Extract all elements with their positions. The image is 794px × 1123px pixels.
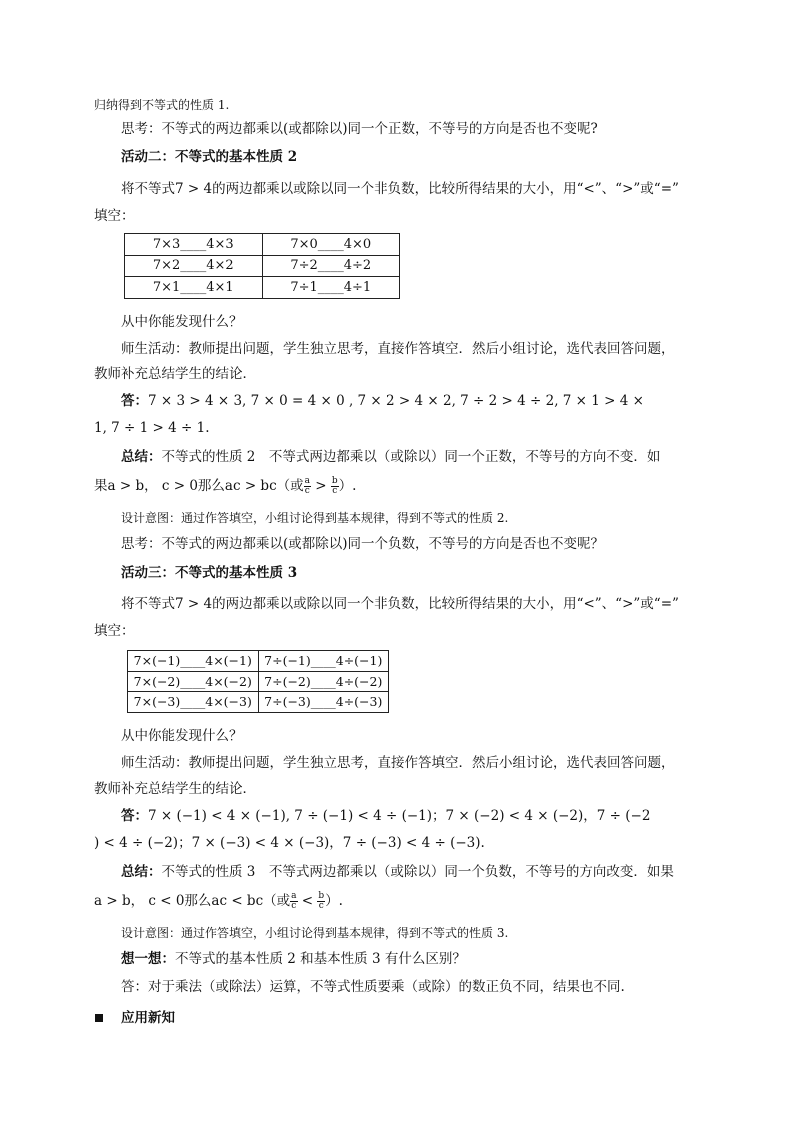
think-question-2: 思考：不等式的两边都乘以(或都除以)同一个负数，不等号的方向是否也不变呢？ <box>121 536 605 552</box>
activity3-heading: 活动三：不等式的基本性质 3 <box>121 565 298 581</box>
table-cell: 7×(−3)____4×(−3) <box>128 692 259 713</box>
table-cell: 7×(−2)____4×(−2) <box>128 671 259 692</box>
answer-2 <box>0 804 794 828</box>
table-cell: 7÷1____4÷1 <box>262 277 400 299</box>
table-cell: 7×2____4×2 <box>125 255 263 277</box>
table-cell: 7÷2____4÷2 <box>262 255 400 277</box>
think-text: 不等式的基本性质 2 和基本性质 3 有什么区别？ <box>175 951 466 967</box>
answer-text: 7 × (−1) < 4 × (−1), 7 ÷ (−1) < 4 ÷ (−1)；7 × (−2) < 4 × (−2)，7 ÷ (−2 <box>148 808 651 824</box>
design-intent-2: 设计意图：通过作答填空，小组讨论得到基本规律，得到不等式的性质 2. <box>121 511 509 525</box>
summary-label: 总结： <box>121 449 162 465</box>
activity2-heading: 活动二：不等式的基本性质 2 <box>121 149 298 165</box>
table-multiply-negative <box>127 650 389 713</box>
table-row <box>125 277 400 299</box>
discover-question-2: 从中你能发现什么？ <box>121 728 243 744</box>
summary-label: 总结： <box>121 864 162 880</box>
think-label: 想一想： <box>121 951 175 967</box>
table-row <box>128 651 389 672</box>
condition-text: a > b， c < 0那么ac < bc（或 <box>94 893 291 909</box>
answer-1-cont: 1, 7 ÷ 1 > 4 ÷ 1. <box>94 420 210 436</box>
answer-2-cont: ) < 4 ÷ (−2)；7 × (−3) < 4 × (−3)，7 ÷ (−3) < 4 ÷ (−3). <box>94 835 485 851</box>
table-cell: 7×0____4×0 <box>262 234 400 256</box>
design-intent-3: 设计意图：通过作答填空，小组讨论得到基本规律，得到不等式的性质 3. <box>121 926 509 940</box>
activity2-instruction: 将不等式7 > 4的两边都乘以或除以同一个非负数，比较所得结果的大小，用“<”、“>”或“=” <box>121 181 679 197</box>
summary-property3 <box>0 860 794 884</box>
summary-property3-cont <box>0 889 794 913</box>
table-row <box>128 671 389 692</box>
table-row <box>128 692 389 713</box>
summary-text: 不等式的性质 2 不等式两边都乘以（或除以）同一个正数，不等号的方向不变．如 <box>161 449 661 465</box>
activity2-fill-label: 填空： <box>94 208 135 224</box>
answer-text: 7 × 3 > 4 × 3, 7 × 0 = 4 × 0 , 7 × 2 > 4 × 2, 7 ÷ 2 > 4 ÷ 2, 7 × 1 > 4 × <box>148 393 644 409</box>
answer-1 <box>0 389 794 413</box>
activity3-instruction: 将不等式7 > 4的两边都乘以或除以同一个非负数，比较所得结果的大小，用“<”、“>”或“=” <box>121 596 679 612</box>
table-row <box>125 255 400 277</box>
answer-label: 答： <box>121 393 148 409</box>
teacher-activity-2-cont: 教师补充总结学生的结论． <box>94 781 256 797</box>
discover-question-1: 从中你能发现什么？ <box>121 314 243 330</box>
teacher-activity-2: 师生活动：教师提出问题，学生独立思考，直接作答填空．然后小组讨论，选代表回答问题， <box>121 755 675 771</box>
summary-text: 不等式的性质 3 不等式两边都乘以（或除以）同一个负数，不等号的方向改变．如果 <box>161 864 674 880</box>
less-sign: < <box>297 893 318 909</box>
table-cell: 7×(−1)____4×(−1) <box>128 651 259 672</box>
table-multiply-positive <box>124 233 400 299</box>
answer-label: 答： <box>121 808 148 824</box>
table-cell: 7÷(−2)____4÷(−2) <box>258 671 389 692</box>
closing-text: ）. <box>325 893 343 909</box>
teacher-activity-1-cont: 教师补充总结学生的结论． <box>94 366 256 382</box>
summary-property2 <box>0 445 794 469</box>
property1-summary: 归纳得到不等式的性质 1. <box>94 98 230 112</box>
fraction-b-over-c: $\frac{b}{c}$ <box>331 476 338 496</box>
fraction-b-over-c: $\frac{b}{c}$ <box>318 891 325 911</box>
condition-text: 果a > b， c > 0那么ac > bc（或 <box>94 478 304 494</box>
table-cell: 7÷(−1)____4÷(−1) <box>258 651 389 672</box>
fraction-a-over-c: $\frac{a}{c}$ <box>291 891 297 911</box>
think-about-it <box>0 947 794 971</box>
fraction-a-over-c: $\frac{a}{c}$ <box>304 476 311 496</box>
teacher-activity-1: 师生活动：教师提出问题，学生独立思考，直接作答填空．然后小组讨论，选代表回答问题， <box>121 341 675 357</box>
table-cell: 7×1____4×1 <box>125 277 263 299</box>
table-row <box>125 234 400 256</box>
table-cell: 7÷(−3)____4÷(−3) <box>258 692 389 713</box>
apply-new-knowledge-heading: 应用新知 <box>121 1010 175 1026</box>
activity3-fill-label: 填空： <box>94 623 135 639</box>
summary-property2-cont <box>0 474 794 498</box>
think-question-1: 思考：不等式的两边都乘以(或都除以)同一个正数，不等号的方向是否也不变呢? <box>121 121 598 137</box>
greater-sign: > <box>311 478 331 494</box>
table-cell: 7×3____4×3 <box>125 234 263 256</box>
closing-text: ）. <box>338 478 357 494</box>
answer-3: 答：对于乘法（或除法）运算，不等式性质要乘（或除）的数正负不同，结果也不同. <box>121 979 625 995</box>
